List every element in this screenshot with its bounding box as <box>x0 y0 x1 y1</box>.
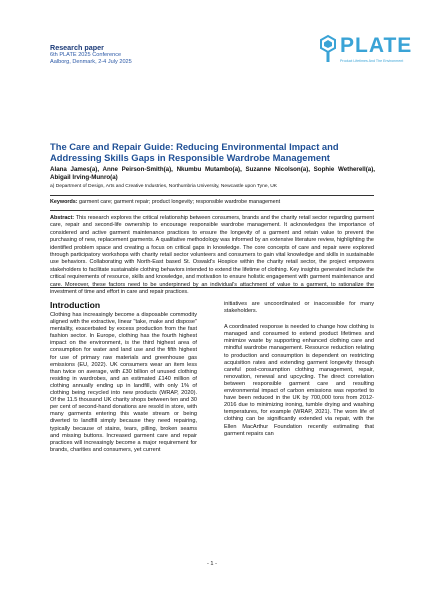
paper-title: The Care and Repair Guide: Reducing Environmental Impact and Addressing Skills Gaps in Responsible Wardrobe Management <box>50 141 339 164</box>
affiliation: a) Department of Design, Arts and Creative Industries, Northumbria University, Newcastle upon Tyne, UK <box>50 184 278 189</box>
body-column-right <box>224 301 374 447</box>
paragraph: Clothing has increasingly become a disposable commodity aligned with the extractive, linear "take, make and dispose" mentality, exacerbated by excess production from the fast fashion sector. In Europe, clothing has the fourth highest impact on the environment, is the third highest area of consumption for water and land use and the fifth highest for use of primary raw materials and greenhouse gas emissions (EU, 2022). UK consumers wear an item less than twice on average, with £30 billion of unused clothing residing in wardrobes, and an estimated £140 million of clothing annually ending up in landfill, with only 1% of clothing being recycled into new products (WRAP, 2020). Of the 11.5 thousand UK charity shops between ten and 30 per cent of second-hand donations are resold in store, with many garments entering this waste stream or being diverted to landfill simply because they need repairing, typically because of stains, tears, pilling, broken seams and missing buttons. Increased garment care and repair practices will increasingly become a major requirement for brands, charities and consumers, yet current <box>50 312 197 453</box>
paper-header <box>50 43 250 67</box>
divider-bottom <box>50 287 374 288</box>
paper-type: Research paper <box>50 43 104 52</box>
paragraph: initiatives are uncoordinated or inaccessible for many stakeholders. <box>224 301 374 315</box>
keywords <box>50 199 380 206</box>
divider-top <box>50 195 374 196</box>
body-column-left <box>50 312 197 463</box>
logo-tagline: Product Lifetimes And The Environment <box>340 59 404 63</box>
conference-name: 6th PLATE 2025 Conference <box>50 52 122 58</box>
divider-mid <box>50 210 374 211</box>
plate-logo <box>318 30 413 76</box>
section-heading-introduction: Introduction <box>50 300 101 310</box>
logo-wordmark: PLATE <box>340 34 413 57</box>
keywords-label: Keywords: <box>50 199 78 205</box>
conference-location: Aalborg, Denmark, 2-4 July 2025 <box>50 59 132 66</box>
keywords-text: garment care; garment repair; product longevity; responsible wardrobe management <box>77 199 281 205</box>
abstract-label: Abstract: <box>50 215 75 221</box>
page-number: - 1 - <box>207 561 217 567</box>
plate-logo-mark-icon <box>318 34 338 64</box>
abstract <box>50 215 374 296</box>
author-list: Alana James(a), Anne Peirson-Smith(a), Nkumbu Mutambo(a), Suzanne Nicolson(a), Sophie Wetherell(a), Abigail Irving-Munro(a) <box>50 166 375 182</box>
paragraph: A coordinated response is needed to change how clothing is managed and consumed to extend product lifetimes and minimize waste by supporting enhanced clothing care and mindful wardrobe management. Resource reduction relating to production and consumption is dependent on restricting acquisition rates and extending garment longevity through careful post-consumption clothing management, repair, renovation, renewal and upcycling. The direct correlation between responsible garment care and resulting environmental impact of carbon emissions was reported to have been reduced in the UK by 700,000 tons from 2012-2016 due to minimizing ironing, tumble drying and washing temperatures, for example (WRAP, 2021). The worn life of clothing can be significantly extended via repair, with the Ellen MacArthur Foundation recently estimating that garment repairs can <box>224 324 374 437</box>
abstract-text: This research explores the critical relationship between consumers, brands and the charity retail sector regarding garment care, repair and second-life ownership to encourage responsible wardrobe management. It acknowledges the importance of considered and active garment maintenance practices to ensure the longevity of a garment and retain value to prevent the purchasing of new, replacement garments. A qualitative methodology was informed by an extensive literature review, highlighting the identified problem space and creating a focus on critical gaps in knowledge. The core concepts of care and repair were explored through participatory workshops with charity retail sector volunteers and consumers to gain vital knowledge and skills in sustainable use behaviors. Collaborating with North-East based St. Oswald's Hospice within the charity retail sector, the project empowers stakeholders to facilitate sustainable clothing behaviors intended to extend the lifetime of clothing. Key insights generated include the critical requirements of resource, skills and knowledge, and motivation to ensure holistic engagement with garment maintenance and care. Moreover, these factors need to be underpinned by an individual's attachment of value to a garment, to rationalize the investment of time and effort in care and repair practices. <box>50 215 374 296</box>
